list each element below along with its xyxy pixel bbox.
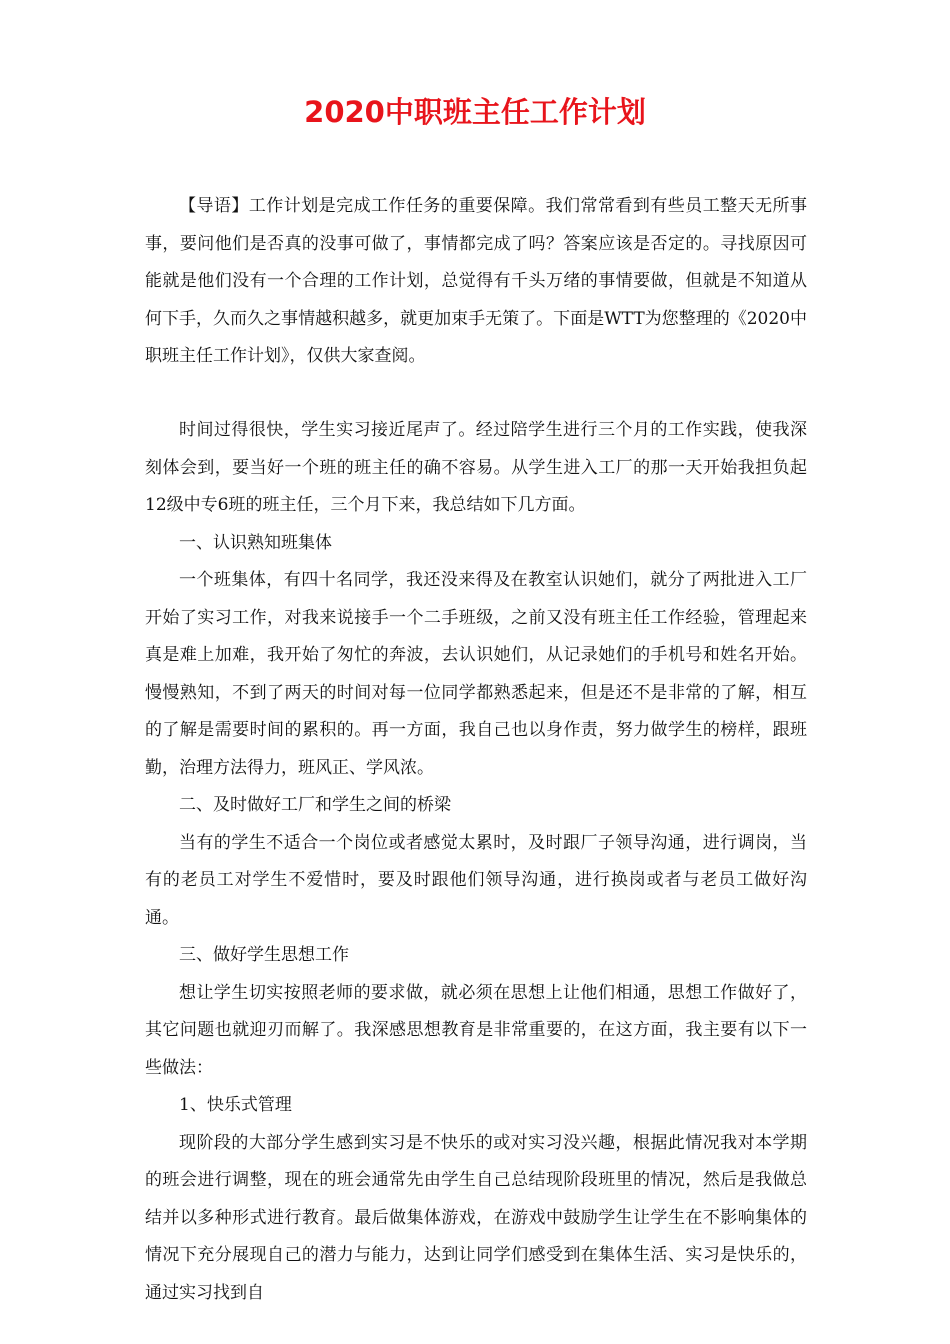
intro-paragraph: 【导语】工作计划是完成工作任务的重要保障。我们常常看到有些员工整天无所事事，要问他们是否真的没事可做了，事情都完成了吗？答案应该是否定的。寻找原因可能就是他们没有一个合理的工作计划，总觉得有千头万绪的事情要做，但就是不知道从何下手，久而久之事情越积越多，就更加束手无策了。下面是WTT为您整理的《2020中职班主任工作计划》，仅供大家查阅。: [145, 196, 807, 366]
section-heading-2: 二、及时做好工厂和学生之间的桥梁: [179, 795, 451, 815]
paragraph-subsection-1: 现阶段的大部分学生感到实习是不快乐的或对实习没兴趣，根据此情况我对本学期的班会进行调整，现在的班会通常先由学生自己总结现阶段班里的情况，然后是我做总结并以多种形式进行教育。最后做集体游戏，在游戏中鼓励学生让学生在不影响集体的情况下充分展现自己的潜力与能力，达到让同学们感受到在集体生活、实习是快乐的，通过实习找到自: [145, 1132, 807, 1303]
subsection-heading-1: 1、快乐式管理: [179, 1095, 292, 1115]
paragraph-section-1: 一个班集体，有四十名同学，我还没来得及在教室认识她们，就分了两批进入工厂开始了实习工作，对我来说接手一个二手班级，之前又没有班主任工作经验，管理起来真是难上加难，我开始了匆忙的奔波，去认识她们，从记录她们的手机号和姓名开始。慢慢熟知，不到了两天的时间对每一位同学都熟悉起来，但是还不是非常的了解，相互的了解是需要时间的累积的。再一方面，我自己也以身作责，努力做学生的榜样，跟班勤，治理方法得力，班风正、学风浓。: [145, 570, 807, 778]
intro-block: [145, 188, 807, 376]
section-heading-1: 一、认识熟知班集体: [179, 532, 332, 553]
main-content: [145, 412, 807, 1312]
paragraph-opening: 时间过得很快，学生实习接近尾声了。经过陪学生进行三个月的工作实践，使我深刻体会到，要当好一个班的班主任的确不容易。从学生进入工厂的那一天开始我担负起12级中专6班的班主任，三个月下来，我总结如下几方面。: [145, 420, 807, 515]
section-heading-3: 三、做好学生思想工作: [179, 945, 349, 965]
paragraph-section-2: 当有的学生不适合一个岗位或者感觉太累时，及时跟厂子领导沟通，进行调岗，当有的老员工对学生不爱惜时，要及时跟他们领导沟通，进行换岗或者与老员工做好沟通。: [145, 832, 807, 928]
paragraph-section-3: 想让学生切实按照老师的要求做，就必须在思想上让他们相通，思想工作做好了，其它问题也就迎刃而解了。我深感思想教育是非常重要的，在这方面，我主要有以下一些做法：: [145, 982, 807, 1078]
document-title: 2020中职班主任工作计划: [304, 95, 646, 129]
